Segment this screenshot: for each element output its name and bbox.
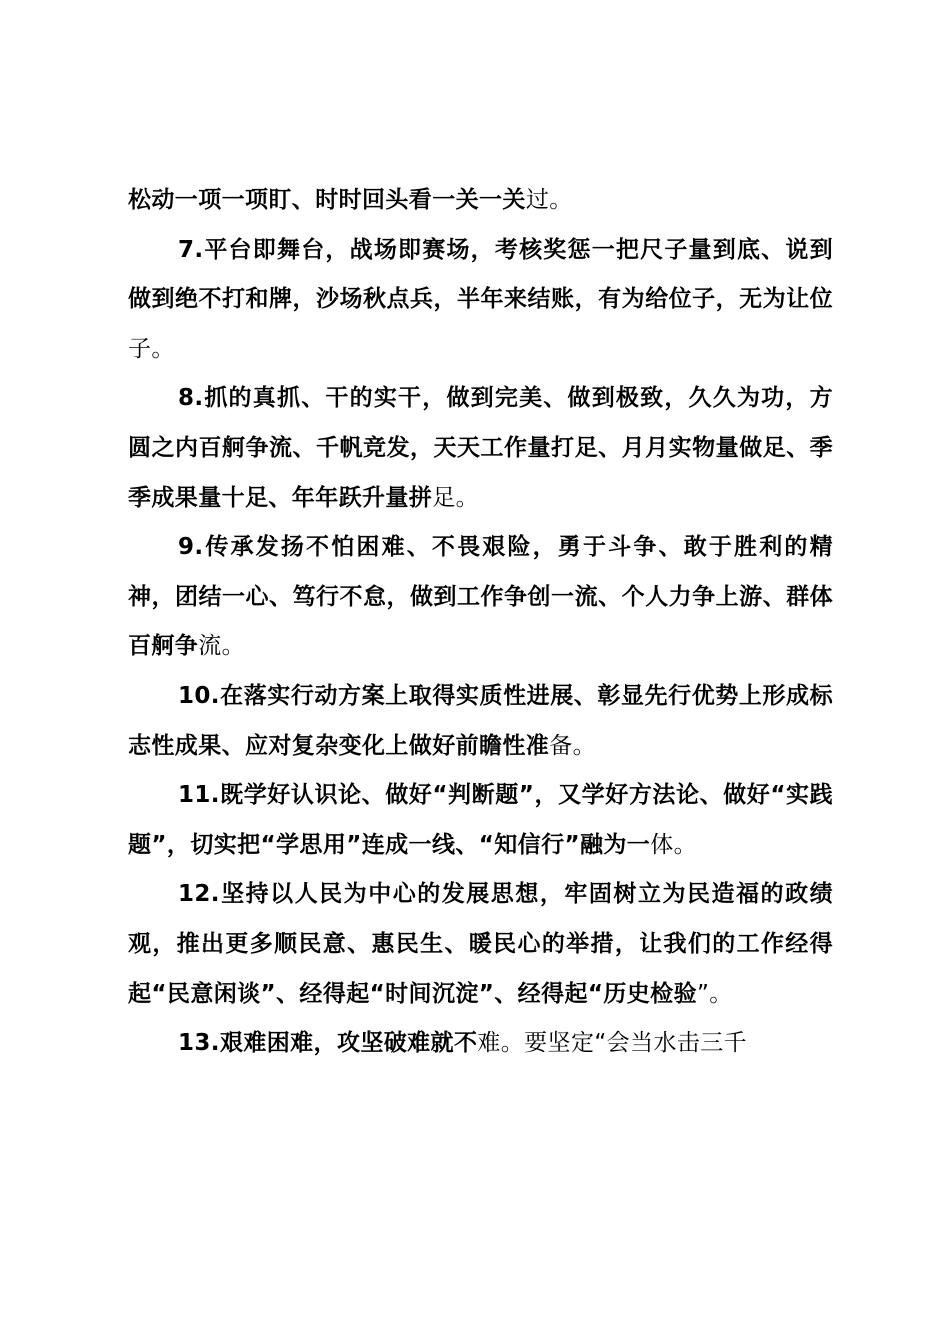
paragraph-bold-text: 10.在落实行动方案上取得实质性进展、彰显先行优势上形成标志性成果、应对复杂变化上做好前瞻性准 (128, 682, 833, 759)
paragraph-normal-text: 流。 (198, 633, 246, 660)
paragraph-normal-text: 难。要坚定“会当水击三千 (477, 1030, 748, 1057)
paragraph-item-10 (128, 672, 833, 771)
paragraph-item-13 (128, 1019, 833, 1069)
paragraph-bold-text: 松动一项一项盯、时时回头看一关一关 (128, 187, 526, 213)
paragraph-item-8 (128, 374, 833, 523)
paragraph-continuation (128, 176, 833, 226)
paragraph-normal-text: ”。 (696, 980, 733, 1007)
paragraph-bold-text: 7.平台即舞台，战场即赛场，考核奖惩一把尺子量到底、说到做到绝不打和牌，沙场秋点兵，半年来结账，有为给位子，无为让位 (128, 236, 833, 313)
paragraph-normal-text: 体。 (650, 831, 697, 858)
paragraph-bold-text: 13.艰难困难，攻坚破难就不 (178, 1030, 478, 1057)
paragraph-item-7 (128, 226, 833, 375)
paragraph-normal-text: 子。 (128, 335, 175, 362)
paragraph-normal-text: 备。 (549, 732, 597, 759)
paragraph-bold-text: 8.抓的真抓、干的实干，做到完美、做到极致，久久为功，方圆之内百舸争流、千帆竞发，天天工作量打足、月月实物量做足、季季成果量十足、年年跃升量拼 (128, 385, 833, 511)
paragraph-item-12 (128, 870, 833, 1019)
paragraph-bold-text: 12.坚持以人民为中心的发展思想，牢固树立为民造福的政绩观，推出更多顺民意、惠民生、暖民心的举措，让我们的工作经得起“民意闲谈”、经得起“时间沉淀”、经得起“历史检验 (128, 881, 833, 1007)
paragraph-bold-text: 11.既学好认识论、做好“判断题”，又学好方法论、做好“实践题”，切实把“学思用”连成一线、“知信行”融为一 (128, 782, 833, 858)
paragraph-item-11 (128, 771, 833, 870)
paragraph-item-9 (128, 523, 833, 672)
paragraph-normal-text: 足。 (432, 484, 480, 511)
paragraph-bold-text: 9.传承发扬不怕困难、不畏艰险，勇于斗争、敢于胜利的精神，团结一心、笃行不怠，做到工作争创一流、个人力争上游、群体百舸争 (128, 534, 833, 660)
paragraph-normal-text: 过。 (525, 187, 573, 213)
document-page (128, 176, 833, 1069)
